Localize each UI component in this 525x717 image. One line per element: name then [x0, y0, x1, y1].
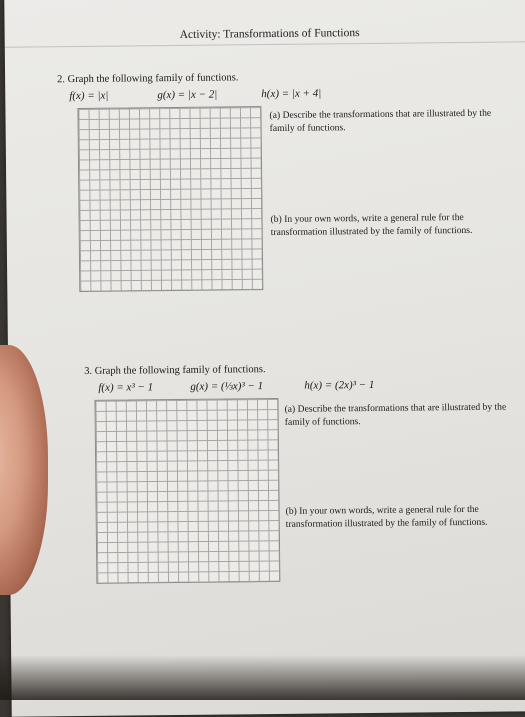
q3-part-a: (a) Describe the transformations that are illustrated by the family of functions. [284, 401, 507, 428]
page-fold-line [5, 41, 525, 48]
q3-function-h: h(x) = (2x)³ − 1 [304, 378, 375, 392]
q2-part-b: (b) In your own words, write a general rule for the transformation illustrated by the family of functions. [270, 211, 473, 238]
bottom-shadow [0, 655, 525, 700]
q3-prompt: 3. Graph the following family of functions. [84, 364, 266, 377]
q2-graph-grid[interactable] [77, 106, 263, 292]
q2-prompt: 2. Graph the following family of functions. [57, 72, 239, 86]
q3-function-g: g(x) = (⅓x)³ − 1 [190, 380, 264, 393]
q3-part-b: (b) In your own words, write a general rule for the transformation illustrated by the family of functions. [285, 503, 488, 530]
worksheet-page [4, 0, 525, 717]
q3-function-f: f(x) = x³ − 1 [98, 381, 154, 394]
q2-function-g: g(x) = |x − 2| [157, 88, 218, 102]
q2-part-a: (a) Describe the transformations that are illustrated by the family of functions. [269, 107, 492, 134]
worksheet-title: Activity: Transformations of Functions [179, 27, 360, 41]
q2-function-h: h(x) = |x + 4| [261, 87, 322, 101]
q2-function-f: f(x) = |x| [69, 89, 109, 103]
q3-graph-grid[interactable] [94, 398, 280, 584]
